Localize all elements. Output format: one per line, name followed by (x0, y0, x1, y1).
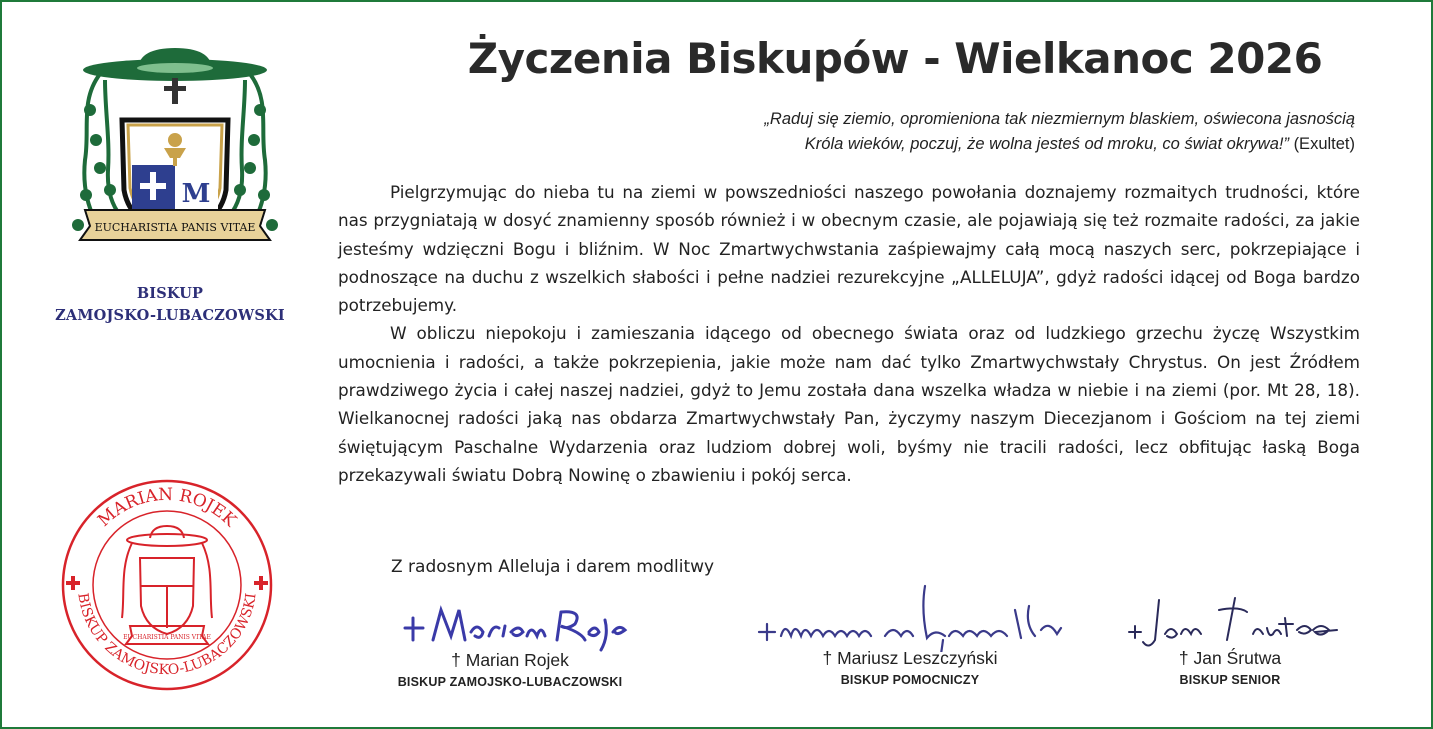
signer-role-3: BISKUP SENIOR (1179, 673, 1281, 687)
cross-icon (164, 78, 186, 104)
paragraph-1: Pielgrzymując do nieba tu na ziemi w powszedniości naszego powołania doznajemy rozmaitych trudności, które nas przygniatają w dosyć znamienny sposób również i w obecnym czasie, ale pojawiają się też rozmaite radości, za jakie jesteśmy wdzięczni Bogu i bliźnim. W Noc Zmartwychwstania zaśpiewajmy całą mocą naszych serc, pokrzepiające i podnoszące na duchu z wszelkich słabości i pełne nadziei rezurekcyjne „ALLELUJA”, gdyż radości idącej od Boga bardzo potrzebujemy. (338, 182, 1360, 316)
handwritten-signature-leszczynski (745, 580, 1075, 652)
exultet-quote (560, 107, 1355, 157)
signer-role-2: BISKUP POMOCNICZY (840, 673, 980, 687)
seal-top-text: MARIAN ROJEK (94, 484, 241, 531)
signer-role-1: BISKUP ZAMOJSKO-LUBACZOWSKI (397, 675, 623, 689)
signature-block-srutwa (1110, 590, 1350, 687)
signer-name-3: † Jan Śrutwa (1178, 648, 1282, 668)
paragraph-2: W obliczu niepokoju i zamieszania idącego od obecnego świata oraz od ludzkiego grzechu życzę Wszystkim umocnienia i radości, a także pokrzepienia, jakie może nam dać tylko Zmartwychwstały Chrystus. On jest Źródłem prawdziwego życia i całej naszej nadziei, gdyż to Jemu została dana wszelka władza w niebie i na ziemi (por. Mt 28, 18). Wielkanocnej radości jaką nas obdarza Zmartwychwstały Pan, życzymy naszym Diecezjanom i Gościom na tej ziemi świętującym Paschalne Wydarzenia oraz ludziom dobrej woli, byśmy nie tracili radości, lecz obfitując łaską Boga przekazywali światu Dobrą Nowinę o zbawieniu i pokój serca. (338, 323, 1360, 485)
bishop-caption-line2: ZAMOJSKO-LUBACZOWSKI (55, 307, 285, 324)
signature-block-leszczynski (740, 580, 1080, 687)
marian-m-icon: M (181, 179, 211, 209)
coat-of-arms (60, 40, 290, 280)
signature-block-rojek (375, 596, 645, 689)
bishop-caption (30, 283, 310, 327)
handwritten-signature-srutwa (1115, 590, 1345, 652)
signer-name-2: † Mariusz Leszczyński (822, 648, 998, 668)
quote-source: (Exultet) (1293, 135, 1355, 153)
episcopal-seal (60, 478, 275, 693)
motto-text: EUCHARISTIA PANIS VITAE (94, 221, 256, 234)
closing-line: Z radosnym Alleluja i darem modlitwy (391, 557, 715, 577)
bishop-caption-line1: BISKUP (136, 285, 204, 302)
page-title: Życzenia Biskupów - Wielkanoc 2026 (467, 34, 1323, 83)
quote-line2: Króla wieków, poczuj, że wolna jesteś od mroku, co świat okrywa!” (804, 135, 1289, 153)
letter-body (338, 178, 1360, 489)
handwritten-signature-rojek (385, 596, 635, 654)
quote-line1: „Raduj się ziemio, opromieniona tak niezmiernym blaskiem, oświecona jasnością (764, 110, 1355, 128)
seal-bottom-text: BISKUP ZAMOJSKO-LUBACZOWSKI (74, 591, 260, 679)
seal-coat-of-arms (122, 526, 212, 644)
signer-name-1: † Marian Rojek (451, 650, 569, 670)
seal-motto: EUCHARISTIA PANIS VITAE (123, 634, 211, 641)
